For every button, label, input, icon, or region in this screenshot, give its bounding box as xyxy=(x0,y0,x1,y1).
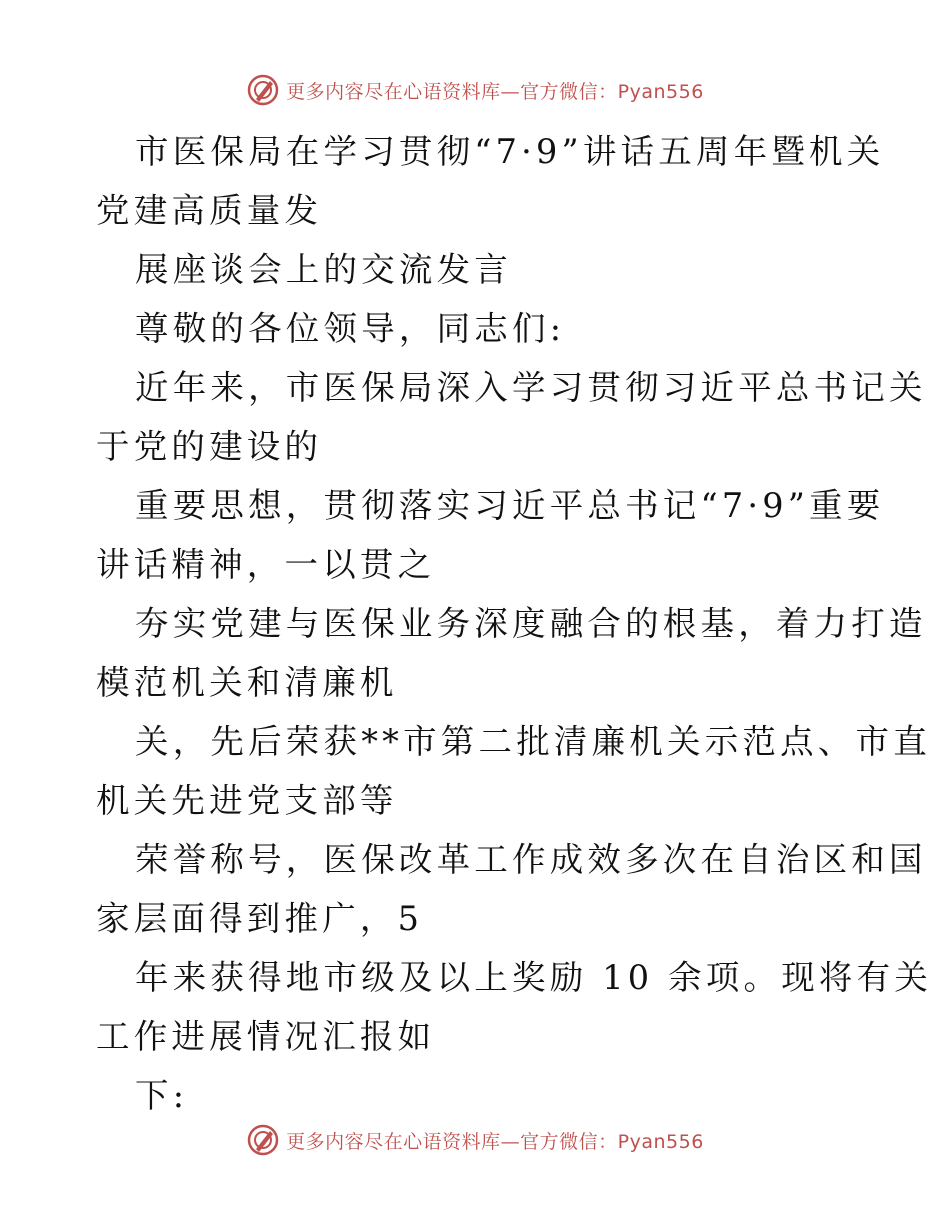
header-watermark xyxy=(0,72,950,108)
paragraph-line: 下: xyxy=(135,1076,189,1115)
paragraph-line: 模范机关和清廉机 xyxy=(96,663,398,702)
title-line: 市医保局在学习贯彻“7·9”讲话五周年暨机关 xyxy=(135,132,885,171)
paragraph-line: 年来获得地市级及以上奖励 10 余项。现将有关 xyxy=(135,958,933,997)
paragraph-line: 近年来，市医保局深入学习贯彻习近平总书记关 xyxy=(135,368,927,407)
paragraph-line: 关，先后荣获**市第二批清廉机关示范点、市直 xyxy=(135,722,931,761)
watermark-id: Pyan556 xyxy=(617,80,704,103)
watermark-text: 更多内容尽在心语资料库—官方微信：Pyan556 xyxy=(286,1130,704,1153)
paragraph-line: 机关先进党支部等 xyxy=(96,781,398,820)
paragraph-line: 工作进展情况汇报如 xyxy=(96,1017,436,1056)
seal-logo-icon xyxy=(246,1123,280,1157)
watermark-id: Pyan556 xyxy=(617,1130,704,1153)
title-line: 党建高质量发 xyxy=(96,191,323,230)
title-line: 展座谈会上的交流发言 xyxy=(135,250,512,289)
paragraph-line: 重要思想，贯彻落实习近平总书记“7·9”重要 xyxy=(135,486,885,525)
footer-watermark xyxy=(0,1122,950,1158)
paragraph-line: 家层面得到推广，5 xyxy=(96,899,424,938)
watermark-text: 更多内容尽在心语资料库—官方微信：Pyan556 xyxy=(286,80,704,103)
paragraph-line: 夯实党建与医保业务深度融合的根基，着力打造 xyxy=(135,604,927,643)
paragraph-line: 于党的建设的 xyxy=(96,427,323,466)
salutation-line: 尊敬的各位领导，同志们: xyxy=(135,309,566,348)
paragraph-line: 讲话精神，一以贯之 xyxy=(96,545,436,584)
seal-logo-icon xyxy=(246,73,280,107)
document-body xyxy=(96,122,933,1125)
paragraph-line: 荣誉称号，医保改革工作成效多次在自治区和国 xyxy=(135,840,927,879)
